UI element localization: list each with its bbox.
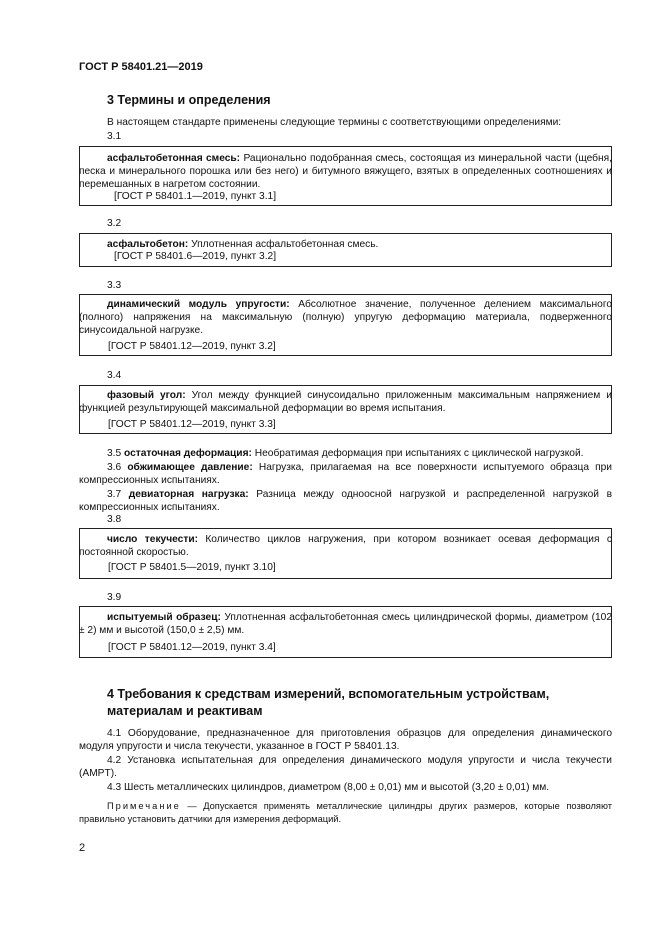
term-definition: испытуемый образец: Уплотненная асфальтобетонная смесь цилиндрической формы, диаметром (102 ± 2) мм и высотой (150,0 ± 2,5) мм.: [79, 612, 612, 637]
term-definition: асфальтобетонная смесь: Рационально подобранная смесь, состоящая из минеральной части (щебня, песка и минерального порошка или без него) и битумного вяжущего, взятых в определенных соотношениях и перемешанных в нагретом состоянии.: [79, 153, 612, 191]
item-4-1: 4.1 Оборудование, предназначенное для приготовления образцов для определения динамического модуля упругости и числа текучести, указанное в ГОСТ Р 58401.13.: [79, 728, 612, 752]
term-3-6: 3.6 обжимающее давление: Нагрузка, прилагаемая на все поверхности испытуемого образца при компрессионных испытаниях.: [79, 462, 613, 486]
term-name: асфальтобетон:: [107, 239, 189, 250]
section-4-title: 4 Требования к средствам измерений, вспомогательным устройствам, материалам и реактивам: [107, 687, 550, 718]
term-number: 3.1: [107, 131, 122, 142]
section-3-intro: В настоящем стандарте применены следующие термины с соответствующими определениями:: [107, 117, 562, 128]
term-definition: динамический модуль упругости: Абсолютное значение, полученное делением максимального (полного) напряжения на максимальную (полную) упругую деформацию материала, подверженного синусоидальной нагрузке.: [79, 299, 612, 337]
term-box-3-9: [79, 606, 612, 658]
term-definition: число текучести: Количество циклов нагружения, при котором возникает осевая деформация с постоянной скоростью.: [79, 534, 612, 559]
term-number: 3.3: [107, 280, 122, 291]
item-4-3: 4.3 Шесть металлических цилиндров, диаметром (8,00 ± 0,01) мм и высотой (3,20 ± 0,01) мм.: [107, 782, 550, 793]
term-box-3-2: [79, 233, 612, 267]
term-number: 3.9: [107, 592, 122, 603]
term-reference: [ГОСТ Р 58401.12—2019, пункт 3.3]: [108, 419, 276, 430]
term-name: обжимающее давление:: [127, 462, 253, 473]
section-3-title: 3 Термины и определения: [107, 93, 271, 107]
item-4-2: 4.2 Установка испытательная для определения динамического модуля упругости и числа текучести (AMPT).: [79, 755, 612, 779]
term-reference: [ГОСТ Р 58401.1—2019, пункт 3.1]: [114, 191, 277, 202]
note-label: Примечание: [107, 801, 181, 811]
term-number: 3.2: [107, 218, 122, 229]
term-box-3-1: [79, 146, 612, 206]
term-name: число текучести:: [107, 534, 198, 545]
note-text: — Допускается применять металлические цилиндры других размеров, которые позволяют правильно установить датчики для измерения деформаций.: [79, 801, 612, 824]
document-header: ГОСТ Р 58401.21—2019: [79, 61, 203, 73]
term-definition: фазовый угол: Угол между функцией синусоидально приложенным максимальным напряжением и функцией результирующей максимальной деформации во время испытания.: [79, 390, 612, 415]
page-number: 2: [79, 842, 86, 854]
term-number: 3.4: [107, 370, 122, 381]
term-reference: [ГОСТ Р 58401.5—2019, пункт 3.10]: [108, 562, 276, 573]
term-box-3-3: [79, 294, 612, 356]
term-box-3-4: [79, 385, 612, 434]
term-name: испытуемый образец:: [107, 612, 221, 623]
term-3-5: 3.5 остаточная деформация: Необратимая деформация при испытаниях с циклической нагрузкой.: [107, 448, 584, 459]
term-name: остаточная деформация:: [124, 448, 252, 459]
term-3-7: 3.7 девиаторная нагрузка: Разница между одноосной нагрузкой и распределенной нагрузкой в компрессионных испытаниях.: [79, 489, 612, 513]
term-reference: [ГОСТ Р 58401.12—2019, пункт 3.2]: [108, 341, 276, 352]
term-box-3-8: [79, 528, 612, 579]
term-reference: [ГОСТ Р 58401.6—2019, пункт 3.2]: [114, 251, 277, 262]
term-name: фазовый угол:: [107, 390, 186, 401]
term-name: динамический модуль упругости:: [107, 299, 290, 310]
term-reference: [ГОСТ Р 58401.12—2019, пункт 3.4]: [108, 642, 276, 653]
term-number: 3.8: [107, 514, 122, 525]
term-name: девиаторная нагрузка:: [128, 489, 249, 500]
term-definition: асфальтобетон: Уплотненная асфальтобетонная смесь.: [107, 239, 379, 250]
term-name: асфальтобетонная смесь:: [107, 153, 241, 164]
note: [79, 800, 612, 825]
